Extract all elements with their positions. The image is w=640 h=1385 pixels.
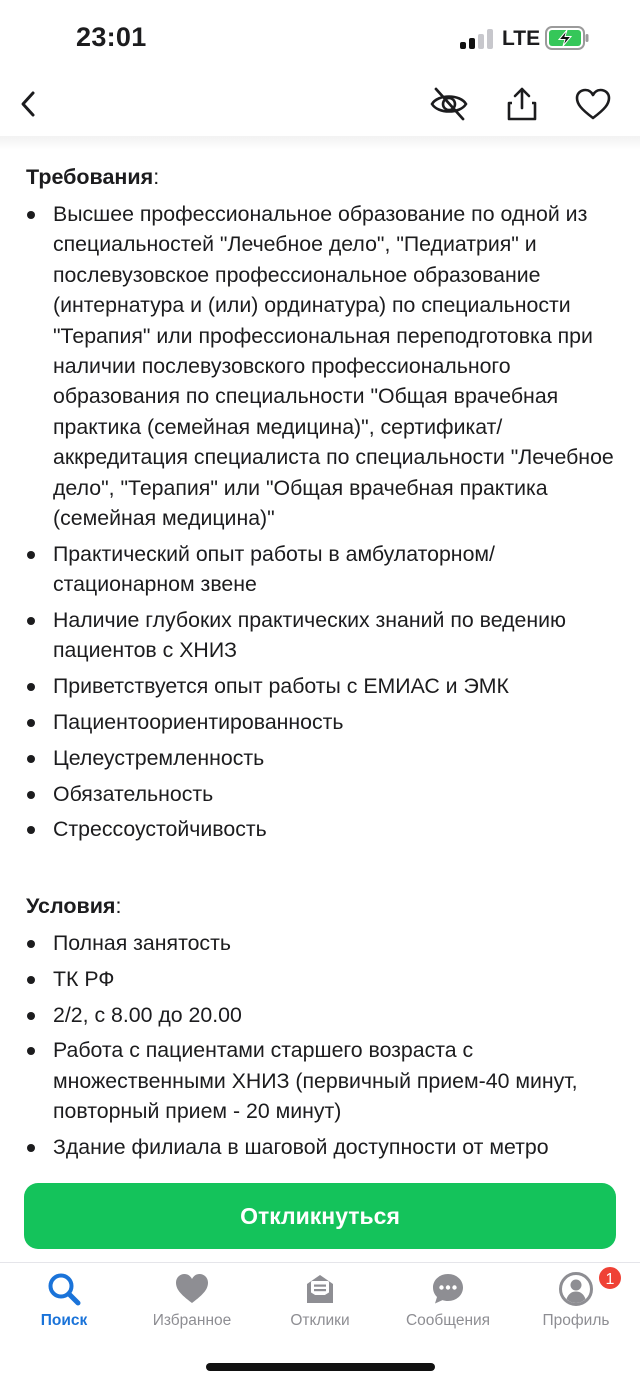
tab-favorites[interactable] bbox=[128, 1263, 256, 1343]
nav-bar bbox=[0, 78, 640, 136]
conditions-heading bbox=[26, 894, 121, 919]
tab-label: Поиск bbox=[40, 1312, 88, 1329]
requirements-heading bbox=[26, 165, 159, 190]
scroll-shade bbox=[0, 136, 640, 150]
tab-label: Сообщения bbox=[405, 1312, 491, 1329]
list-item: Практический опыт работы в амбулаторном/ стационарном звене bbox=[0, 539, 640, 600]
list-item: Полная занятость bbox=[0, 928, 640, 958]
tab-label: Избранное bbox=[152, 1312, 232, 1329]
eye-slash-icon bbox=[429, 86, 469, 122]
list-item: Обязательность bbox=[0, 779, 640, 809]
vacancy-description[interactable] bbox=[0, 136, 640, 1176]
share-icon bbox=[506, 86, 538, 122]
tab-search[interactable] bbox=[0, 1263, 128, 1343]
back-button[interactable] bbox=[6, 78, 50, 130]
chevron-left-icon bbox=[17, 89, 39, 119]
network-label: LTE bbox=[502, 27, 541, 50]
chat-icon bbox=[430, 1271, 466, 1307]
heart-outline-icon bbox=[574, 87, 612, 121]
list-item: 2/2, с 8.00 до 20.00 bbox=[0, 1000, 640, 1030]
requirements-list bbox=[0, 199, 640, 850]
notification-badge: 1 bbox=[597, 1265, 623, 1291]
list-item: ТК РФ bbox=[0, 964, 640, 994]
list-item: Целеустремленность bbox=[0, 743, 640, 773]
tab-label: Отклики bbox=[290, 1312, 350, 1329]
list-item: Наличие глубоких практических знаний по ведению пациентов с ХНИЗ bbox=[0, 605, 640, 666]
list-item: Работа с пациентами старшего возраста с множественными ХНИЗ (первичный прием-40 минут, повторный прием - 20 минут) bbox=[0, 1035, 640, 1126]
list-item: Высшее профессиональное образование по одной из специальностей "Лечебное дело", "Педиатрия" и послевузовское профессиональное образование (интернатура и (или) ординатура) по специальности "Терапия" или профессиональная переподготовка при наличии послевузовского профессионального образования по специальности "Общая врачебная практика (семейная медицина)", сертификат/аккредитация специалиста по специальности "Лечебное дело", "Терапия" или "Общая врачебная практика (семейная медицина)" bbox=[0, 199, 640, 533]
status-bar bbox=[0, 0, 640, 78]
tab-responses[interactable] bbox=[256, 1263, 384, 1343]
battery-charging-icon bbox=[545, 26, 589, 50]
tab-label: Профиль bbox=[542, 1312, 610, 1329]
conditions-list bbox=[0, 928, 640, 1168]
hide-vacancy-button[interactable] bbox=[426, 78, 472, 130]
respond-button[interactable]: Откликнуться bbox=[24, 1183, 616, 1249]
favorite-button[interactable] bbox=[570, 78, 616, 130]
share-button[interactable] bbox=[500, 78, 544, 130]
status-time: 23:01 bbox=[76, 22, 147, 52]
profile-icon bbox=[558, 1271, 594, 1307]
list-item: Приветствуется опыт работы с ЕМИАС и ЭМК bbox=[0, 671, 640, 701]
requirements-colon: : bbox=[153, 165, 160, 189]
tab-profile[interactable] bbox=[512, 1263, 640, 1343]
search-icon bbox=[46, 1271, 82, 1307]
list-item: Пациентоориентированность bbox=[0, 707, 640, 737]
requirements-title: Требования bbox=[26, 165, 154, 189]
heart-icon bbox=[174, 1271, 210, 1307]
responses-icon bbox=[302, 1271, 338, 1307]
signal-icon bbox=[460, 29, 494, 49]
list-item: Стрессоустойчивость bbox=[0, 814, 640, 844]
tab-messages[interactable] bbox=[384, 1263, 512, 1343]
conditions-colon: : bbox=[115, 894, 122, 918]
conditions-title: Условия bbox=[26, 894, 116, 918]
home-indicator bbox=[206, 1363, 435, 1371]
list-item: Здание филиала в шаговой доступности от метро bbox=[0, 1132, 640, 1162]
